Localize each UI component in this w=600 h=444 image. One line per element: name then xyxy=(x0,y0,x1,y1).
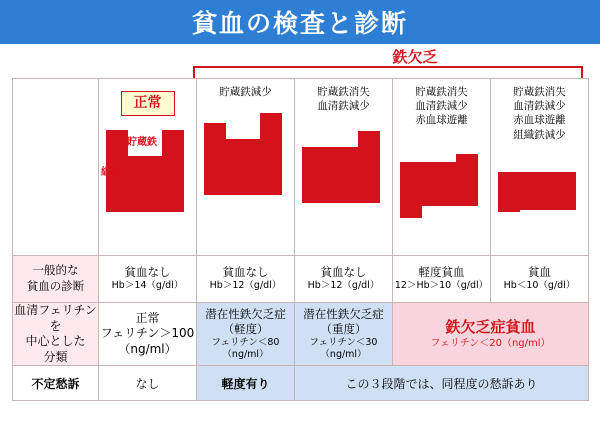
badge-normal: 正常 xyxy=(121,91,175,116)
table-row-diagnosis xyxy=(13,256,589,303)
cell-diagnosis-stage2 xyxy=(295,256,393,303)
cell-classification-stage1 xyxy=(197,303,295,366)
diagnosis-value-stage3: 軽度貧血 xyxy=(418,264,465,279)
classification-value-normal: 正常 xyxy=(135,310,160,325)
header-stage2: 貯蔵鉄消失 血清鉄減少 xyxy=(317,86,370,113)
cell-classification-stage2 xyxy=(295,303,393,366)
header-stage1: 貯蔵鉄減少 xyxy=(219,86,272,98)
diagnosis-sub-stage3: 12＞Hb＞10（g/dl） xyxy=(394,280,489,292)
cell-classification-iron-deficiency-anemia xyxy=(393,303,589,366)
cell-diagnosis-stage1 xyxy=(197,256,295,303)
bracket-label: 鉄欠乏 xyxy=(392,48,438,66)
header-stage3: 貯蔵鉄消失 血清鉄減少 赤血球遊離 xyxy=(415,86,468,127)
diagnosis-sub-normal: Hb＞14（g/dl） xyxy=(111,280,184,292)
cell-complaint-normal: なし xyxy=(99,366,197,401)
cell-diagram-stage4 xyxy=(491,79,589,256)
diagnosis-value-stage4: 貧血 xyxy=(528,264,551,279)
diagnosis-sub-stage2: Hb＞12（g/dl） xyxy=(307,280,380,292)
iron-figure-stage2 xyxy=(296,113,392,205)
table-row-diagrams xyxy=(13,79,589,256)
diagnosis-value-stage2: 貧血なし xyxy=(320,264,367,279)
classification-sub-stage2: （重度） xyxy=(320,321,367,336)
classification-sub-normal: フェリチン＞100 xyxy=(100,326,195,341)
diagnosis-sub-stage4: Hb＜10（g/dl） xyxy=(503,280,576,292)
page-title: 貧血の検査と診断 xyxy=(191,9,408,38)
cell-diagram-normal xyxy=(99,79,197,256)
label-storage-iron: 貯蔵鉄 xyxy=(127,137,157,148)
cell-diagram-stage1 xyxy=(197,79,295,256)
classification-value-stage1: 潜在性鉄欠乏症 xyxy=(205,306,286,321)
cell-diagram-stage2 xyxy=(295,79,393,256)
iron-figure-stage4 xyxy=(492,138,588,230)
diagnosis-sub-stage1: Hb＞12（g/dl） xyxy=(209,280,282,292)
cell-diagnosis-stage4 xyxy=(491,256,589,303)
iron-figure-stage3 xyxy=(394,128,490,220)
classification-merged-value: 鉄欠乏症貧血 xyxy=(445,317,536,336)
classification-sub-stage1: （軽度） xyxy=(222,321,269,336)
diagnosis-value-normal: 貧血なし xyxy=(124,264,171,279)
cell-complaint-merged: この３段階では、同程度の愁訴あり xyxy=(295,366,589,401)
classification-note-stage2: フェリチン＜30（ng/ml） xyxy=(309,336,378,361)
classification-merged-note: フェリチン＜20（ng/ml） xyxy=(430,338,551,350)
cell-diagnosis-stage3 xyxy=(393,256,491,303)
table-row-classification xyxy=(13,303,589,366)
row-label-complaint: 不定愁訴 xyxy=(13,366,99,401)
classification-unit-normal: （ng/ml） xyxy=(118,341,177,356)
table-row-complaint xyxy=(13,366,589,401)
cell-corner-empty xyxy=(13,79,99,256)
row-label-diagnosis: 一般的な 貧血の診断 xyxy=(13,256,99,303)
iron-figure-stage1 xyxy=(198,105,294,197)
cell-diagram-stage3 xyxy=(393,79,491,256)
cell-classification-normal xyxy=(99,303,197,366)
row-label-classification: 血清フェリチンを 中心とした 分類 xyxy=(13,303,99,366)
anemia-stage-table xyxy=(12,78,589,401)
label-red-blood-cell: 赤血球 xyxy=(133,229,163,240)
classification-note-stage1: フェリチン＜80（ng/ml） xyxy=(211,336,280,361)
classification-value-stage2: 潜在性鉄欠乏症 xyxy=(303,306,384,321)
red-bracket xyxy=(193,66,583,78)
label-tissue-iron: 組織 鉄 xyxy=(101,167,121,190)
cell-diagnosis-normal xyxy=(99,256,197,303)
header-stage4: 貯蔵鉄消失 血清鉄減少 赤血球遊離 組織鉄減少 xyxy=(513,86,566,141)
title-banner xyxy=(0,0,600,44)
cell-complaint-stage1: 軽度有り xyxy=(197,366,295,401)
diagnosis-value-stage1: 貧血なし xyxy=(222,264,269,279)
